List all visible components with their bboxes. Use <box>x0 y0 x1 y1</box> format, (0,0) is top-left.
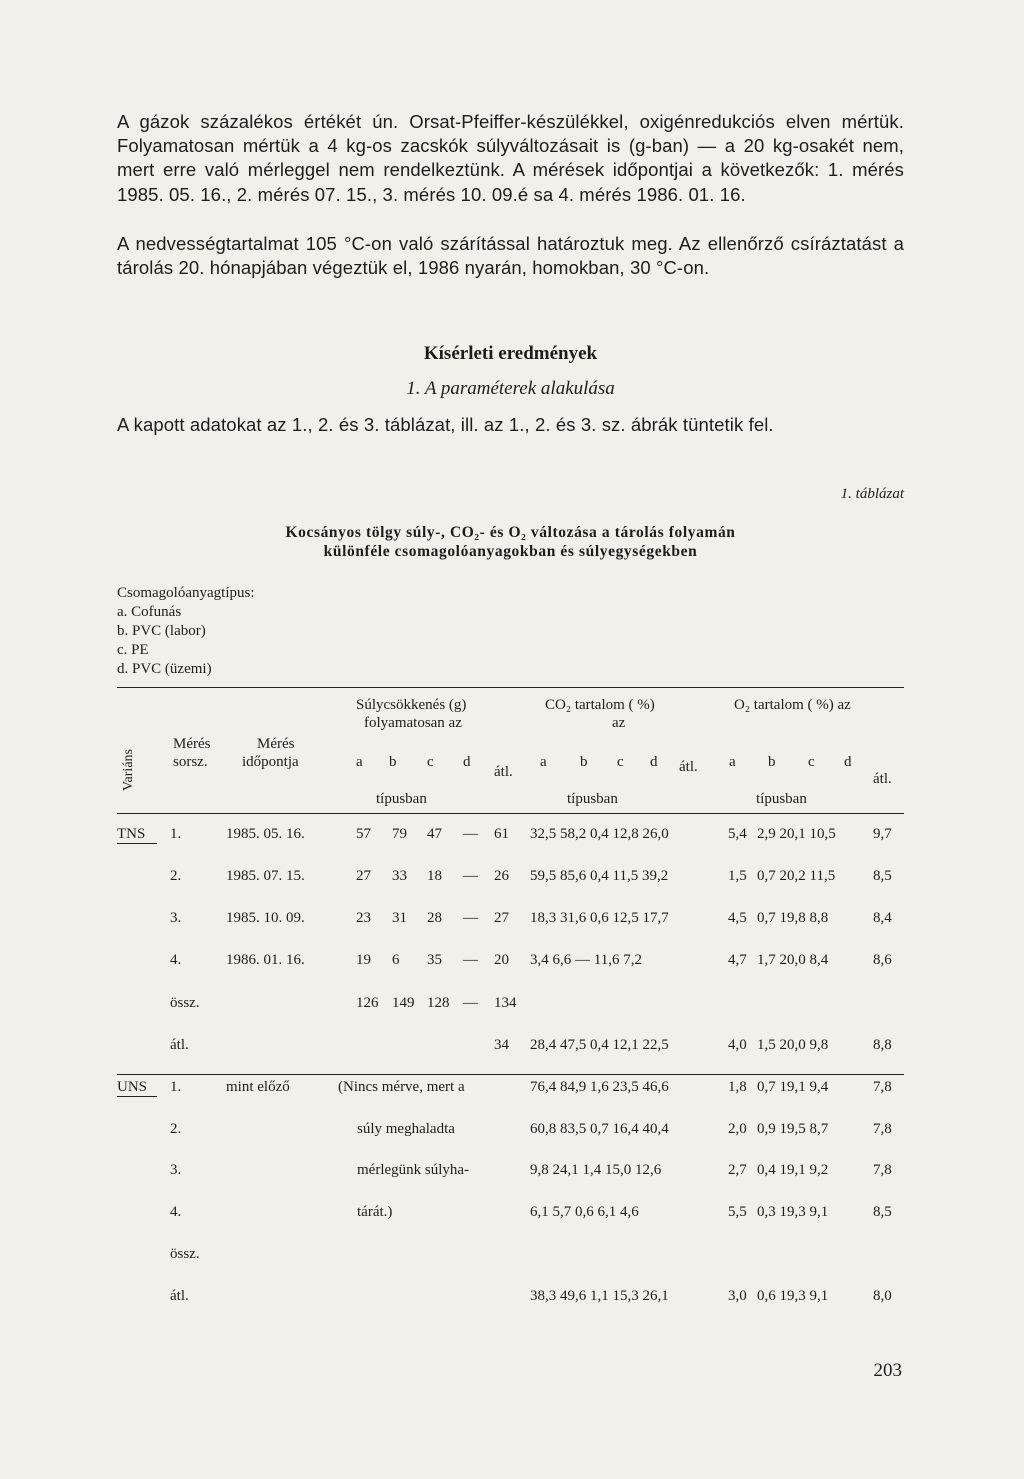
o2-average-cell: 8,5 <box>873 1204 892 1220</box>
variant-cell: TNS <box>117 826 146 842</box>
packaging-item: c. PE <box>117 642 149 658</box>
o2-average-cell: 7,8 <box>873 1079 892 1095</box>
weight-note-cell: súly meghaladta <box>357 1121 455 1137</box>
o2-average-cell: 7,8 <box>873 1121 892 1137</box>
header-sorsz: sorsz. <box>173 754 208 770</box>
row-number-cell: átl. <box>170 1037 189 1053</box>
o2-values-cell: 0,3 19,3 9,1 <box>757 1204 829 1220</box>
header-co2-a: a <box>540 754 547 770</box>
paragraph-methods: A gázok százalékos értékét ún. Orsat-Pfeiffer-készülékkel, oxigénredukciós elven mértük. Folyamatosan mértük a 4 kg-os zacskók súlyváltozásait is (g-ban) — a 20 kg-osakét nem, mert erre való mérleggel nem rendelkeztünk. A mérések időpontjai a következők: 1. mérés 1985. 05. 16., 2. mérés 07. 15., 3. mérés 10. 09.é sa 4. mérés 1986. 01. 16. <box>117 111 904 205</box>
table-caption: 1. táblázat <box>840 486 904 502</box>
header-o2-a: a <box>729 754 736 770</box>
variant-underline <box>117 1096 157 1097</box>
row-number-cell: 4. <box>170 1204 182 1220</box>
section-subheading: 1. A paraméterek alakulása <box>406 378 615 399</box>
packaging-list <box>117 584 255 679</box>
o2-average-cell: 8,0 <box>873 1288 892 1304</box>
header-o2-atl: átl. <box>873 771 892 787</box>
packaging-item: a. Cofunás <box>117 604 182 620</box>
co2-average-cell: 1,8 <box>728 1079 747 1095</box>
weight-cell: 35 <box>427 952 442 968</box>
row-number-cell: 3. <box>170 910 182 926</box>
weight-cell: — <box>463 826 478 842</box>
co2-average-cell: 2,7 <box>728 1162 747 1178</box>
o2-values-cell: 0,6 19,3 9,1 <box>757 1288 829 1304</box>
weight-cell: — <box>463 868 478 884</box>
row-number-cell: össz. <box>170 995 200 1011</box>
table-header-rule <box>117 813 904 814</box>
weight-cell: — <box>463 995 478 1011</box>
co2-average-cell: 2,0 <box>728 1121 747 1137</box>
packaging-item: d. PVC (üzemi) <box>117 661 212 677</box>
weight-cell: 79 <box>392 826 407 842</box>
packaging-item: b. PVC (labor) <box>117 623 206 639</box>
packaging-label: Csomagolóanyagtípus: <box>117 585 255 601</box>
weight-cell: 57 <box>356 826 371 842</box>
header-co2-c: c <box>617 754 624 770</box>
o2-average-cell: 8,8 <box>873 1037 892 1053</box>
o2-values-cell: 0,9 19,5 8,7 <box>757 1121 829 1137</box>
header-co2-atl: átl. <box>679 759 698 775</box>
header-weight-1: Súlycsökkenés (g) <box>356 697 467 713</box>
co2-average-cell: 5,4 <box>728 826 747 842</box>
variant-cell: UNS <box>117 1079 148 1095</box>
weight-cell: 47 <box>427 826 442 842</box>
date-cell: 1985. 07. 15. <box>226 868 305 884</box>
weight-cell: 149 <box>392 995 415 1011</box>
row-number-cell: 3. <box>170 1162 182 1178</box>
co2-average-cell: 1,5 <box>728 868 747 884</box>
weight-cell: 31 <box>392 910 407 926</box>
co2-average-cell: 4,5 <box>728 910 747 926</box>
row-number-cell: 2. <box>170 868 182 884</box>
o2-average-cell: 9,7 <box>873 826 892 842</box>
co2-values-cell: 59,5 85,6 0,4 11,5 39,2 <box>530 868 669 884</box>
date-cell: 1986. 01. 16. <box>226 952 305 968</box>
header-tipusban-3: típusban <box>756 791 807 807</box>
co2-average-cell: 5,5 <box>728 1204 747 1220</box>
weight-cell: 18 <box>427 868 442 884</box>
weight-cell: 128 <box>427 995 450 1011</box>
weight-note-cell: tárát.) <box>357 1204 393 1220</box>
weight-cell: — <box>463 910 478 926</box>
header-tipusban-1: típusban <box>376 791 427 807</box>
table-top-rule <box>117 687 904 688</box>
o2-values-cell: 0,4 19,1 9,2 <box>757 1162 829 1178</box>
co2-average-cell: 4,0 <box>728 1037 747 1053</box>
weight-cell: 33 <box>392 868 407 884</box>
co2-values-cell: 9,8 24,1 1,4 15,0 12,6 <box>530 1162 662 1178</box>
weight-note-cell: mérlegünk súlyha- <box>357 1162 470 1178</box>
header-meres-2: Mérés <box>257 736 295 752</box>
co2-values-cell: 28,4 47,5 0,4 12,1 22,5 <box>530 1037 669 1053</box>
o2-values-cell: 0,7 19,1 9,4 <box>757 1079 829 1095</box>
row-number-cell: átl. <box>170 1288 189 1304</box>
weight-cell: 28 <box>427 910 442 926</box>
header-weight-2: folyamatosan az <box>364 715 462 731</box>
date-cell: 1985. 10. 09. <box>226 910 305 926</box>
header-w-d: d <box>463 754 471 770</box>
weight-cell: 19 <box>356 952 371 968</box>
row-number-cell: 1. <box>170 826 182 842</box>
co2-values-cell: 76,4 84,9 1,6 23,5 46,6 <box>530 1079 669 1095</box>
variant-header: Variáns <box>121 749 136 791</box>
weight-cell: 134 <box>494 995 517 1011</box>
o2-values-cell: 0,7 19,8 8,8 <box>757 910 829 926</box>
header-w-b: b <box>389 754 397 770</box>
o2-values-cell: 0,7 20,2 11,5 <box>757 868 836 884</box>
date-cell: mint előző <box>226 1079 290 1095</box>
header-w-a: a <box>356 754 363 770</box>
weight-cell: 6 <box>392 952 400 968</box>
header-w-atl: átl. <box>494 764 513 780</box>
weight-cell: 34 <box>494 1037 509 1053</box>
header-w-c: c <box>427 754 434 770</box>
co2-average-cell: 3,0 <box>728 1288 747 1304</box>
o2-values-cell: 2,9 20,1 10,5 <box>757 826 836 842</box>
header-co2-2: az <box>612 715 626 731</box>
o2-average-cell: 7,8 <box>873 1162 892 1178</box>
section-heading: Kísérleti eredmények <box>423 343 598 364</box>
header-co2-d: d <box>650 754 658 770</box>
header-idopontja: időpontja <box>242 754 299 770</box>
weight-cell: 61 <box>494 826 509 842</box>
variant-underline <box>117 843 157 844</box>
weight-cell: 126 <box>356 995 379 1011</box>
o2-values-cell: 1,5 20,0 9,8 <box>757 1037 829 1053</box>
header-co2-1: CO₂ tartalom ( %) <box>545 697 655 713</box>
header-o2-d: d <box>844 754 852 770</box>
weight-note-cell: (Nincs mérve, mert a <box>338 1079 465 1095</box>
header-tipusban-2: típusban <box>567 791 618 807</box>
header-o2-c: c <box>808 754 815 770</box>
o2-values-cell: 1,7 20,0 8,4 <box>757 952 829 968</box>
co2-values-cell: 3,4 6,6 — 11,6 7,2 <box>530 952 642 968</box>
weight-cell: 23 <box>356 910 371 926</box>
co2-values-cell: 32,5 58,2 0,4 12,8 26,0 <box>530 826 669 842</box>
row-number-cell: 2. <box>170 1121 182 1137</box>
table-group-rule <box>117 1074 904 1075</box>
row-number-cell: 1. <box>170 1079 182 1095</box>
paragraph-results: A kapott adatokat az 1., 2. és 3. táblázat, ill. az 1., 2. és 3. sz. ábrák tüntetik fel. <box>117 414 774 435</box>
paragraph-moisture: A nedvességtartalmat 105 °C-on való szárítással határoztuk meg. Az ellenőrző csíráztatást a tárolás 20. hónapjában végeztük el, 1986 nyarán, homokban, 30 °C-on. <box>117 233 904 279</box>
o2-average-cell: 8,5 <box>873 868 892 884</box>
co2-values-cell: 38,3 49,6 1,1 15,3 26,1 <box>530 1288 669 1304</box>
date-cell: 1985. 05. 16. <box>226 826 305 842</box>
o2-average-cell: 8,6 <box>873 952 892 968</box>
row-number-cell: össz. <box>170 1246 200 1262</box>
co2-values-cell: 60,8 83,5 0,7 16,4 40,4 <box>530 1121 669 1137</box>
header-o2-b: b <box>768 754 776 770</box>
o2-average-cell: 8,4 <box>873 910 892 926</box>
weight-cell: 20 <box>494 952 509 968</box>
page-number: 203 <box>873 1360 902 1381</box>
header-o2-1: O₂ tartalom ( %) az <box>734 697 851 713</box>
table-title-line1: Kocsányos tölgy súly-, CO₂- és O₂ változása a tárolás folyamán <box>285 524 736 541</box>
co2-average-cell: 4,7 <box>728 952 747 968</box>
header-co2-b: b <box>580 754 588 770</box>
table-title-line2: különféle csomagolóanyagokban és súlyegységekben <box>323 543 698 560</box>
weight-cell: — <box>463 952 478 968</box>
co2-values-cell: 18,3 31,6 0,6 12,5 17,7 <box>530 910 669 926</box>
header-meres-1: Mérés <box>173 736 211 752</box>
weight-cell: 27 <box>356 868 371 884</box>
co2-values-cell: 6,1 5,7 0,6 6,1 4,6 <box>530 1204 639 1220</box>
weight-cell: 27 <box>494 910 509 926</box>
weight-cell: 26 <box>494 868 509 884</box>
row-number-cell: 4. <box>170 952 182 968</box>
